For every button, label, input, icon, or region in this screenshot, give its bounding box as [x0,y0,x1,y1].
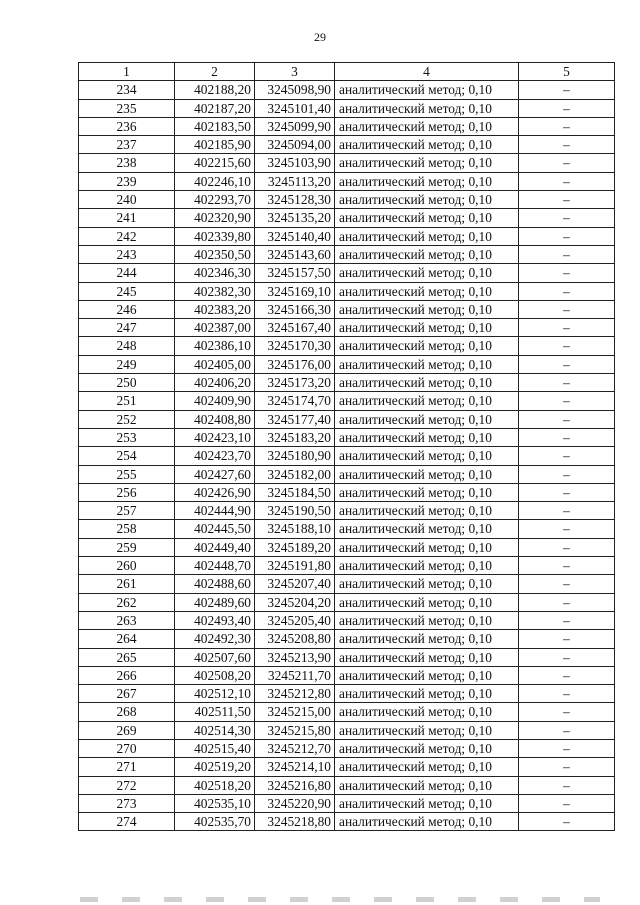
y-coordinate-cell: 3245103,90 [255,154,335,172]
method-cell: аналитический метод; 0,10 [335,685,519,703]
method-cell: аналитический метод; 0,10 [335,374,519,392]
y-coordinate-cell: 3245135,20 [255,209,335,227]
point-number-cell: 265 [79,648,175,666]
method-cell: аналитический метод; 0,10 [335,794,519,812]
table-row [79,557,615,575]
method-cell: аналитический метод; 0,10 [335,813,519,831]
method-cell: аналитический метод; 0,10 [335,447,519,465]
y-coordinate-cell: 3245183,20 [255,428,335,446]
note-cell: – [519,703,615,721]
note-cell: – [519,300,615,318]
method-cell: аналитический метод; 0,10 [335,245,519,263]
note-cell: – [519,776,615,794]
y-coordinate-cell: 3245157,50 [255,264,335,282]
x-coordinate-cell: 402183,50 [175,117,255,135]
table-header-row [79,63,615,81]
x-coordinate-cell: 402409,90 [175,392,255,410]
table-row [79,245,615,263]
point-number-cell: 267 [79,685,175,703]
table-row [79,739,615,757]
y-coordinate-cell: 3245182,00 [255,465,335,483]
table-row [79,593,615,611]
x-coordinate-cell: 402493,40 [175,611,255,629]
point-number-cell: 273 [79,794,175,812]
point-number-cell: 258 [79,520,175,538]
y-coordinate-cell: 3245208,80 [255,630,335,648]
y-coordinate-cell: 3245180,90 [255,447,335,465]
note-cell: – [519,538,615,556]
point-number-cell: 257 [79,502,175,520]
note-cell: – [519,209,615,227]
method-cell: аналитический метод; 0,10 [335,117,519,135]
table-row [79,666,615,684]
method-cell: аналитический метод; 0,10 [335,428,519,446]
y-coordinate-cell: 3245184,50 [255,483,335,501]
table-row [79,392,615,410]
method-cell: аналитический метод; 0,10 [335,191,519,209]
note-cell: – [519,136,615,154]
note-cell: – [519,428,615,446]
point-number-cell: 251 [79,392,175,410]
y-coordinate-cell: 3245113,20 [255,172,335,190]
table-body [79,81,615,831]
header-col-4: 4 [335,63,519,81]
y-coordinate-cell: 3245218,80 [255,813,335,831]
y-coordinate-cell: 3245191,80 [255,557,335,575]
note-cell: – [519,575,615,593]
table-row [79,611,615,629]
y-coordinate-cell: 3245204,20 [255,593,335,611]
x-coordinate-cell: 402512,10 [175,685,255,703]
point-number-cell: 246 [79,300,175,318]
note-cell: – [519,447,615,465]
method-cell: аналитический метод; 0,10 [335,319,519,337]
note-cell: – [519,81,615,99]
y-coordinate-cell: 3245188,10 [255,520,335,538]
y-coordinate-cell: 3245170,30 [255,337,335,355]
table-row [79,154,615,172]
method-cell: аналитический метод; 0,10 [335,99,519,117]
note-cell: – [519,154,615,172]
point-number-cell: 263 [79,611,175,629]
note-cell: – [519,666,615,684]
y-coordinate-cell: 3245169,10 [255,282,335,300]
y-coordinate-cell: 3245143,60 [255,245,335,263]
note-cell: – [519,611,615,629]
table-row [79,282,615,300]
point-number-cell: 253 [79,428,175,446]
method-cell: аналитический метод; 0,10 [335,300,519,318]
table-row [79,355,615,373]
method-cell: аналитический метод; 0,10 [335,739,519,757]
header-col-2: 2 [175,63,255,81]
table-row [79,227,615,245]
y-coordinate-cell: 3245207,40 [255,575,335,593]
point-number-cell: 249 [79,355,175,373]
note-cell: – [519,227,615,245]
method-cell: аналитический метод; 0,10 [335,410,519,428]
point-number-cell: 248 [79,337,175,355]
note-cell: – [519,520,615,538]
x-coordinate-cell: 402444,90 [175,502,255,520]
note-cell: – [519,355,615,373]
x-coordinate-cell: 402350,50 [175,245,255,263]
x-coordinate-cell: 402514,30 [175,721,255,739]
note-cell: – [519,245,615,263]
method-cell: аналитический метод; 0,10 [335,154,519,172]
y-coordinate-cell: 3245211,70 [255,666,335,684]
x-coordinate-cell: 402511,50 [175,703,255,721]
note-cell: – [519,337,615,355]
note-cell: – [519,593,615,611]
x-coordinate-cell: 402427,60 [175,465,255,483]
method-cell: аналитический метод; 0,10 [335,264,519,282]
method-cell: аналитический метод; 0,10 [335,721,519,739]
x-coordinate-cell: 402445,50 [175,520,255,538]
method-cell: аналитический метод; 0,10 [335,630,519,648]
x-coordinate-cell: 402386,10 [175,337,255,355]
point-number-cell: 241 [79,209,175,227]
method-cell: аналитический метод; 0,10 [335,136,519,154]
y-coordinate-cell: 3245177,40 [255,410,335,428]
note-cell: – [519,483,615,501]
x-coordinate-cell: 402408,80 [175,410,255,428]
table-row [79,374,615,392]
x-coordinate-cell: 402187,20 [175,99,255,117]
point-number-cell: 242 [79,227,175,245]
point-number-cell: 247 [79,319,175,337]
note-cell: – [519,721,615,739]
y-coordinate-cell: 3245166,30 [255,300,335,318]
note-cell: – [519,794,615,812]
note-cell: – [519,630,615,648]
x-coordinate-cell: 402215,60 [175,154,255,172]
table-row [79,300,615,318]
point-number-cell: 266 [79,666,175,684]
table-row [79,136,615,154]
table-row [79,410,615,428]
point-number-cell: 262 [79,593,175,611]
note-cell: – [519,739,615,757]
point-number-cell: 264 [79,630,175,648]
x-coordinate-cell: 402535,10 [175,794,255,812]
x-coordinate-cell: 402387,00 [175,319,255,337]
method-cell: аналитический метод; 0,10 [335,172,519,190]
table-row [79,319,615,337]
table-row [79,447,615,465]
page-number: 29 [314,30,326,44]
y-coordinate-cell: 3245215,80 [255,721,335,739]
method-cell: аналитический метод; 0,10 [335,483,519,501]
point-number-cell: 234 [79,81,175,99]
point-number-cell: 268 [79,703,175,721]
method-cell: аналитический метод; 0,10 [335,776,519,794]
y-coordinate-cell: 3245094,00 [255,136,335,154]
x-coordinate-cell: 402488,60 [175,575,255,593]
point-number-cell: 250 [79,374,175,392]
table-row [79,191,615,209]
y-coordinate-cell: 3245128,30 [255,191,335,209]
point-number-cell: 244 [79,264,175,282]
y-coordinate-cell: 3245213,90 [255,648,335,666]
table-row [79,465,615,483]
note-cell: – [519,374,615,392]
method-cell: аналитический метод; 0,10 [335,282,519,300]
table-row [79,483,615,501]
x-coordinate-cell: 402489,60 [175,593,255,611]
x-coordinate-cell: 402449,40 [175,538,255,556]
table-row [79,81,615,99]
method-cell: аналитический метод; 0,10 [335,648,519,666]
y-coordinate-cell: 3245174,70 [255,392,335,410]
method-cell: аналитический метод; 0,10 [335,209,519,227]
y-coordinate-cell: 3245216,80 [255,776,335,794]
note-cell: – [519,648,615,666]
note-cell: – [519,557,615,575]
y-coordinate-cell: 3245220,90 [255,794,335,812]
x-coordinate-cell: 402508,20 [175,666,255,684]
header-col-3: 3 [255,63,335,81]
note-cell: – [519,758,615,776]
x-coordinate-cell: 402406,20 [175,374,255,392]
y-coordinate-cell: 3245190,50 [255,502,335,520]
point-number-cell: 274 [79,813,175,831]
note-cell: – [519,465,615,483]
table-row [79,758,615,776]
x-coordinate-cell: 402188,20 [175,81,255,99]
method-cell: аналитический метод; 0,10 [335,758,519,776]
method-cell: аналитический метод; 0,10 [335,227,519,245]
note-cell: – [519,410,615,428]
x-coordinate-cell: 402448,70 [175,557,255,575]
method-cell: аналитический метод; 0,10 [335,666,519,684]
y-coordinate-cell: 3245173,20 [255,374,335,392]
header-col-5: 5 [519,63,615,81]
method-cell: аналитический метод; 0,10 [335,520,519,538]
table-row [79,428,615,446]
y-coordinate-cell: 3245212,80 [255,685,335,703]
table-row [79,99,615,117]
point-number-cell: 255 [79,465,175,483]
note-cell: – [519,319,615,337]
method-cell: аналитический метод; 0,10 [335,575,519,593]
header-col-1: 1 [79,63,175,81]
table-row [79,648,615,666]
x-coordinate-cell: 402383,20 [175,300,255,318]
table-row [79,209,615,227]
note-cell: – [519,392,615,410]
table-row [79,630,615,648]
coordinates-table [78,62,615,831]
note-cell: – [519,813,615,831]
bleed-through-text [80,897,600,902]
note-cell: – [519,117,615,135]
table-row [79,813,615,831]
y-coordinate-cell: 3245214,10 [255,758,335,776]
x-coordinate-cell: 402293,70 [175,191,255,209]
y-coordinate-cell: 3245098,90 [255,81,335,99]
method-cell: аналитический метод; 0,10 [335,703,519,721]
point-number-cell: 261 [79,575,175,593]
point-number-cell: 254 [79,447,175,465]
table-row [79,502,615,520]
point-number-cell: 245 [79,282,175,300]
y-coordinate-cell: 3245189,20 [255,538,335,556]
table-row [79,538,615,556]
y-coordinate-cell: 3245167,40 [255,319,335,337]
method-cell: аналитический метод; 0,10 [335,502,519,520]
method-cell: аналитический метод; 0,10 [335,538,519,556]
point-number-cell: 269 [79,721,175,739]
x-coordinate-cell: 402382,30 [175,282,255,300]
method-cell: аналитический метод; 0,10 [335,392,519,410]
point-number-cell: 272 [79,776,175,794]
method-cell: аналитический метод; 0,10 [335,81,519,99]
table-row [79,264,615,282]
note-cell: – [519,99,615,117]
y-coordinate-cell: 3245176,00 [255,355,335,373]
note-cell: – [519,191,615,209]
method-cell: аналитический метод; 0,10 [335,465,519,483]
x-coordinate-cell: 402423,70 [175,447,255,465]
y-coordinate-cell: 3245205,40 [255,611,335,629]
point-number-cell: 260 [79,557,175,575]
x-coordinate-cell: 402320,90 [175,209,255,227]
method-cell: аналитический метод; 0,10 [335,593,519,611]
y-coordinate-cell: 3245101,40 [255,99,335,117]
point-number-cell: 256 [79,483,175,501]
point-number-cell: 270 [79,739,175,757]
table-row [79,685,615,703]
x-coordinate-cell: 402405,00 [175,355,255,373]
table-row [79,721,615,739]
x-coordinate-cell: 402339,80 [175,227,255,245]
table-row [79,776,615,794]
note-cell: – [519,172,615,190]
table-row [79,172,615,190]
table-row [79,520,615,538]
y-coordinate-cell: 3245140,40 [255,227,335,245]
y-coordinate-cell: 3245215,00 [255,703,335,721]
point-number-cell: 236 [79,117,175,135]
point-number-cell: 237 [79,136,175,154]
point-number-cell: 238 [79,154,175,172]
point-number-cell: 243 [79,245,175,263]
point-number-cell: 240 [79,191,175,209]
x-coordinate-cell: 402423,10 [175,428,255,446]
x-coordinate-cell: 402507,60 [175,648,255,666]
x-coordinate-cell: 402185,90 [175,136,255,154]
x-coordinate-cell: 402346,30 [175,264,255,282]
table-row [79,794,615,812]
note-cell: – [519,685,615,703]
table-row [79,337,615,355]
note-cell: – [519,264,615,282]
x-coordinate-cell: 402515,40 [175,739,255,757]
method-cell: аналитический метод; 0,10 [335,337,519,355]
point-number-cell: 235 [79,99,175,117]
y-coordinate-cell: 3245099,90 [255,117,335,135]
x-coordinate-cell: 402246,10 [175,172,255,190]
table-row [79,117,615,135]
x-coordinate-cell: 402426,90 [175,483,255,501]
note-cell: – [519,502,615,520]
y-coordinate-cell: 3245212,70 [255,739,335,757]
x-coordinate-cell: 402535,70 [175,813,255,831]
x-coordinate-cell: 402492,30 [175,630,255,648]
point-number-cell: 271 [79,758,175,776]
method-cell: аналитический метод; 0,10 [335,557,519,575]
table-row [79,575,615,593]
x-coordinate-cell: 402518,20 [175,776,255,794]
method-cell: аналитический метод; 0,10 [335,611,519,629]
table-row [79,703,615,721]
point-number-cell: 252 [79,410,175,428]
point-number-cell: 239 [79,172,175,190]
note-cell: – [519,282,615,300]
point-number-cell: 259 [79,538,175,556]
method-cell: аналитический метод; 0,10 [335,355,519,373]
x-coordinate-cell: 402519,20 [175,758,255,776]
